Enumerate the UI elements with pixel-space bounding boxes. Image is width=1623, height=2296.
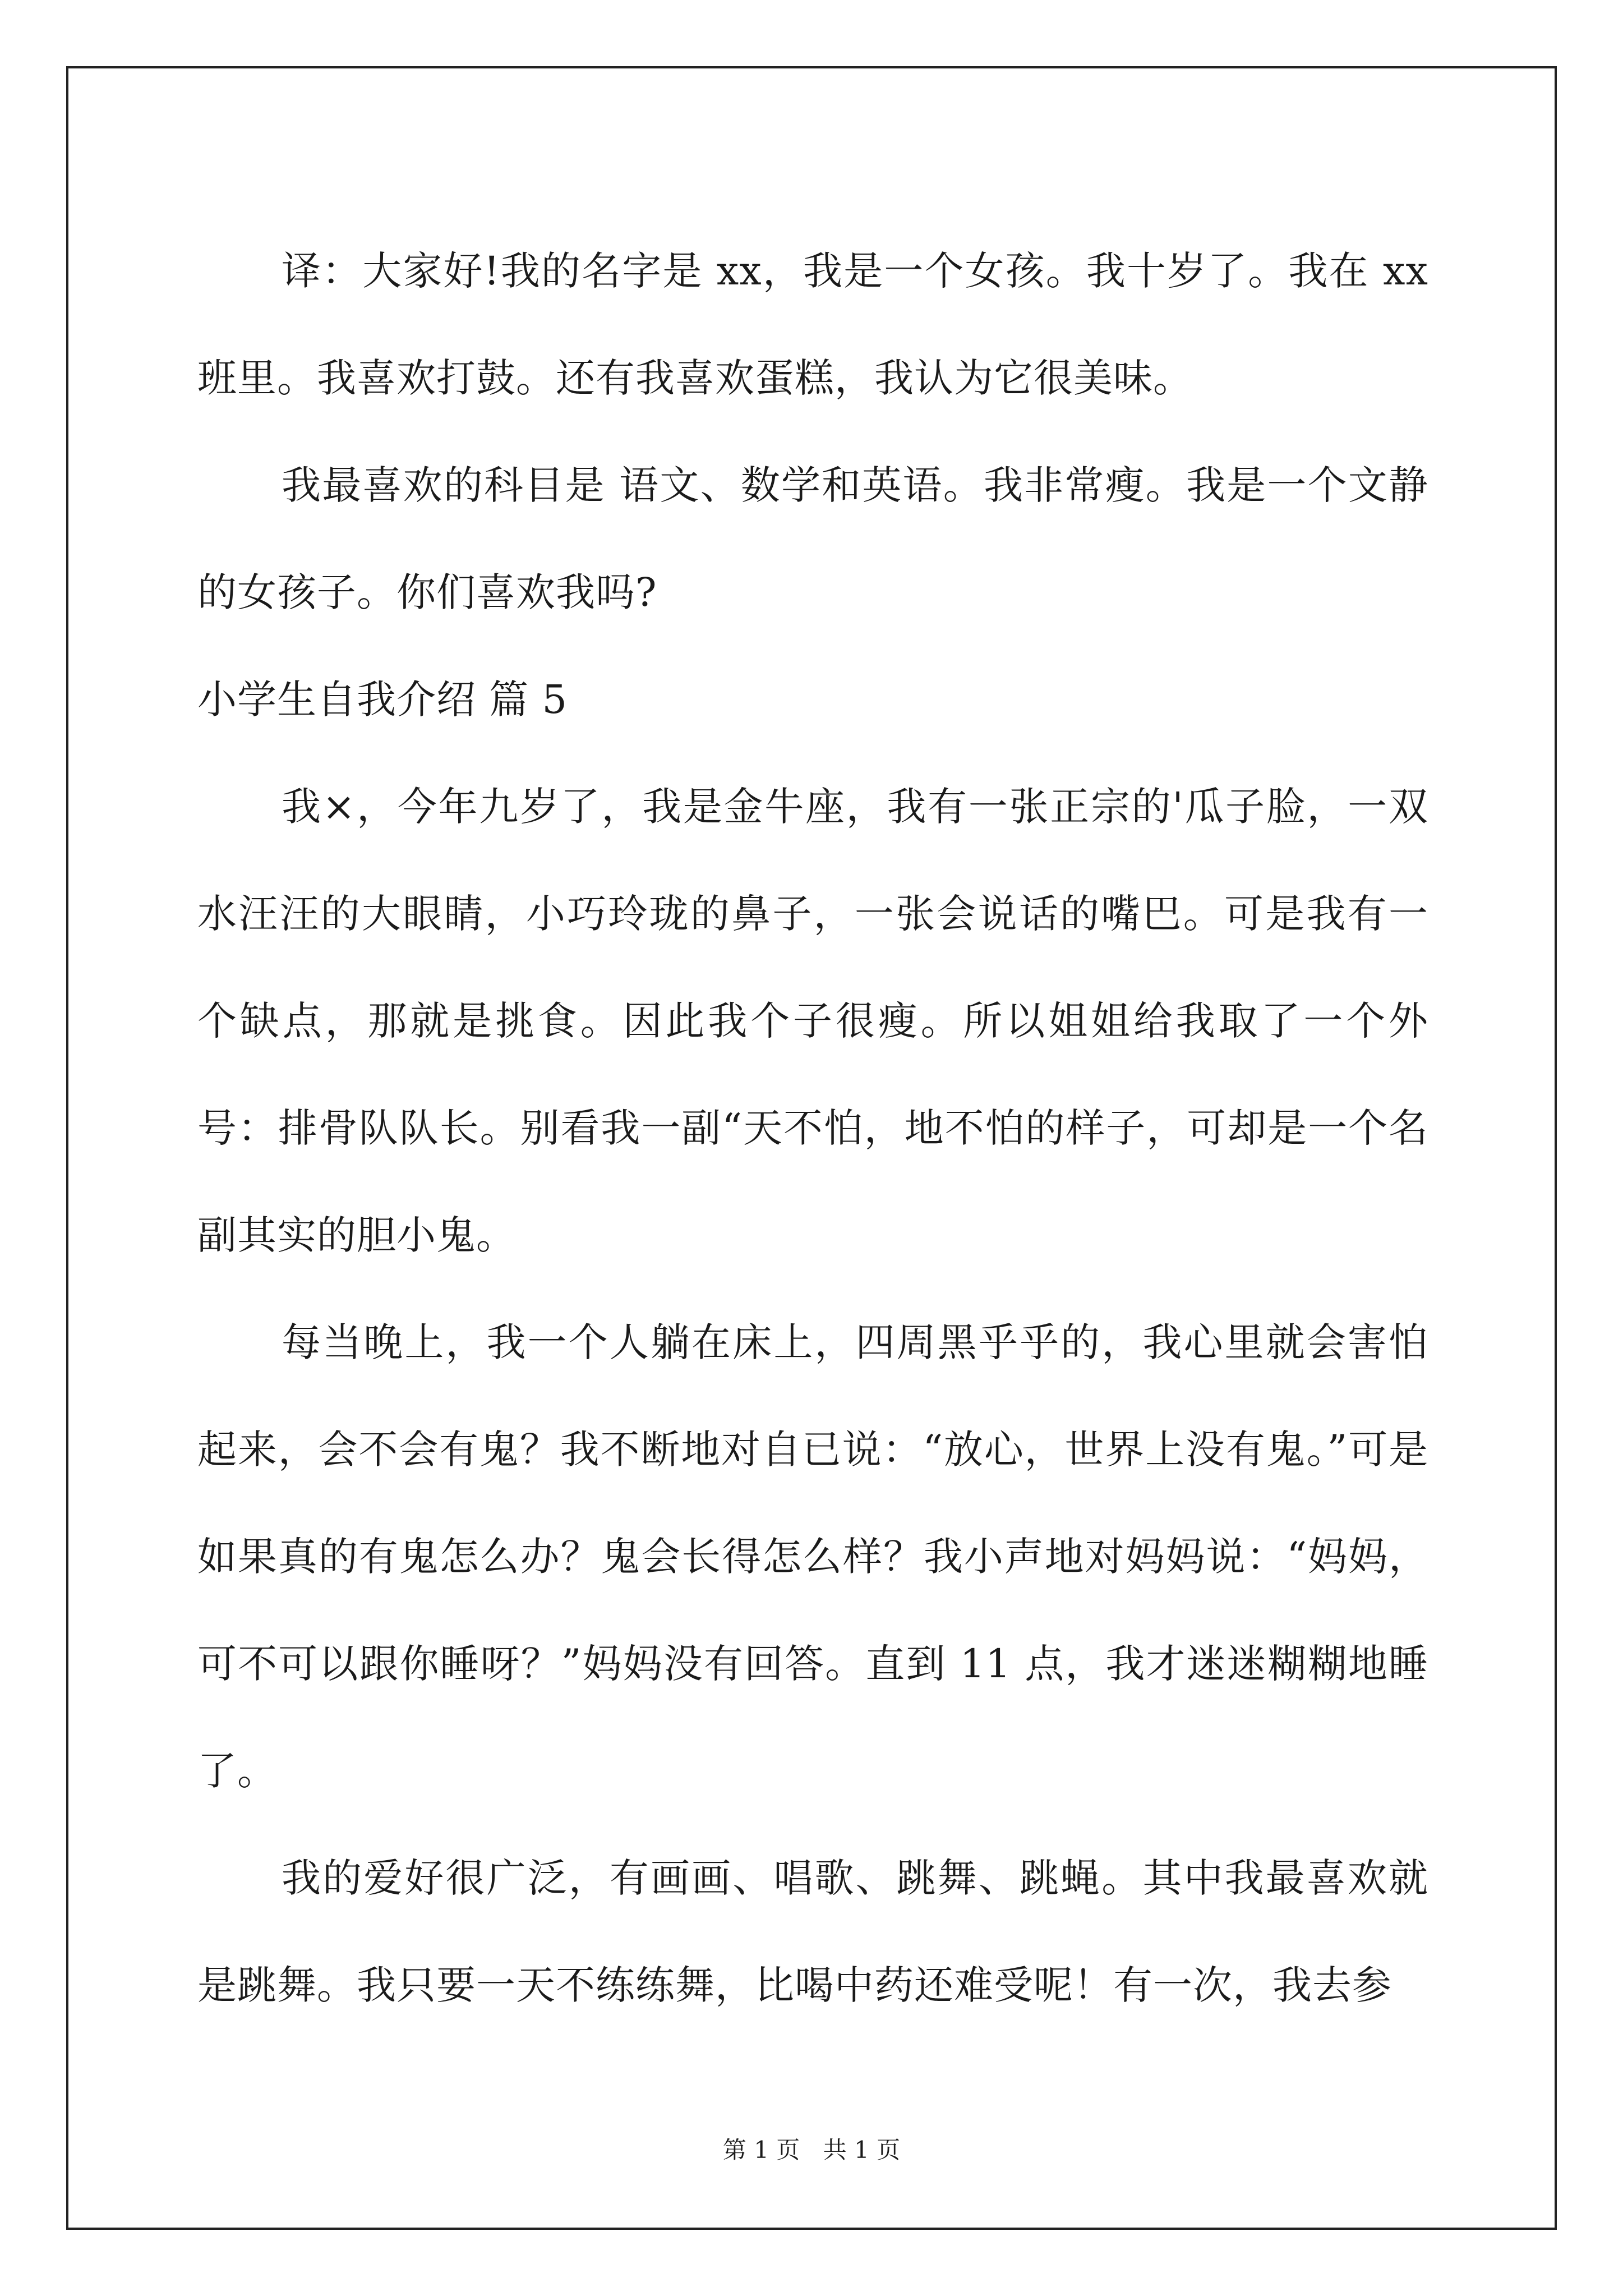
section-heading: 小学生自我介绍 篇 5 (197, 677, 568, 723)
paragraph: 我×，今年九岁了，我是金牛座，我有一张正宗的'瓜子脸，一双水汪汪的大眼睛，小巧玲珑的鼻子，一张会说话的嘴巴。可是我有一个缺点，那就是挑食。因此我个子很瘦。所以姐姐给我取了一个外号：排骨队队长。别看我一副“天不怕，地不怕的样子，可却是一个名副其实的胆小鬼。 (197, 784, 1428, 1258)
paragraph: 每当晚上，我一个人躺在床上，四周黑乎乎的，我心里就会害怕起来，会不会有鬼？我不断地对自已说：“放心，世界上没有鬼。”可是如果真的有鬼怎么办？鬼会长得怎么样？我小声地对妈妈说：“妈妈，可不可以跟你睡呀？”妈妈没有回答。直到 11 点，我才迷迷糊糊地睡了。 (197, 1319, 1428, 1794)
page-number: 第 1 页 (722, 2136, 800, 2164)
paragraph: 我最喜欢的科目是 语文、数学和英语。我非常瘦。我是一个文静的女孩子。你们喜欢我吗? (197, 462, 1428, 615)
page-total: 共 1 页 (823, 2136, 901, 2164)
paragraph: 译：大家好!我的名字是 xx，我是一个女孩。我十岁了。我在 xx 班里。我喜欢打鼓。还有我喜欢蛋糕，我认为它很美味。 (197, 248, 1428, 401)
paragraph: 我的爱好很广泛，有画画、唱歌、跳舞、跳蝇。其中我最喜欢就是跳舞。我只要一天不练练舞，比喝中药还难受呢！有一次，我去参 (197, 1855, 1428, 2008)
page-footer (0, 2132, 1623, 2165)
document-body (197, 218, 1428, 2039)
